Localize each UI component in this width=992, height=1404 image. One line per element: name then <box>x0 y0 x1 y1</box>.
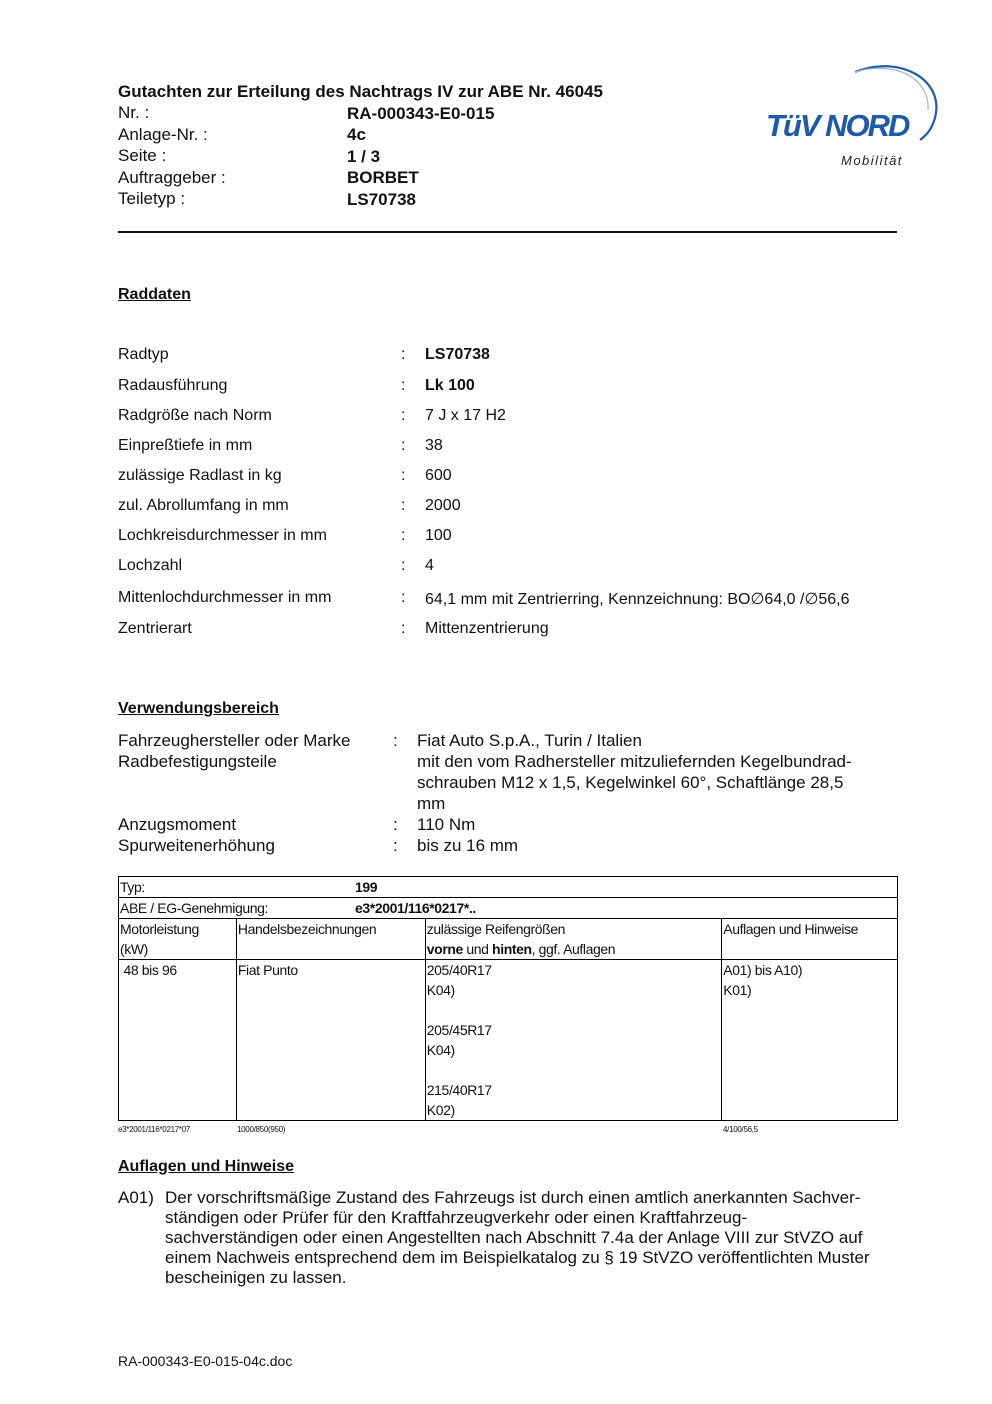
typ-cell <box>119 877 898 898</box>
tyre-size: 205/40R17 <box>426 962 492 978</box>
header-label-teiletyp: Teiletyp : <box>118 189 186 208</box>
raddaten-label: Einpreßtiefe in mm <box>118 437 253 454</box>
col-header-handelsbezeichnungen: Handelsbezeichnungen <box>236 919 425 960</box>
document-title: Gutachten zur Erteilung des Nachtrags IV zur ABE Nr. 46045 <box>118 82 603 101</box>
raddaten-colon: : <box>401 497 406 514</box>
logo-brand <box>766 108 908 144</box>
verwendung-colon: : <box>393 731 398 750</box>
col-header-reifengroessen <box>425 919 721 960</box>
raddaten-value: 100 <box>425 527 452 544</box>
raddaten-colon: : <box>401 346 406 363</box>
col-header-motor-line1: Motorleistung <box>120 921 199 937</box>
raddaten-value: Mittenzentrierung <box>425 620 549 637</box>
cell-motorleistung: 48 bis 96 <box>119 960 237 1121</box>
table-header-row <box>119 919 898 960</box>
raddaten-value: Lk 100 <box>425 377 475 394</box>
header-label-auftraggeber: Auftraggeber : <box>118 168 226 187</box>
verwendung-value-cont: schrauben M12 x 1,5, Kegelwinkel 60°, Schaftlänge 28,5 <box>417 773 844 792</box>
col-header-motorleistung <box>119 919 237 960</box>
auflagen-text-line: sachverständigen oder einen Angestellten nach Abschnitt 7.4a der Anlage VIII zur StVZO auf <box>165 1228 863 1247</box>
table-row-typ <box>119 877 898 898</box>
auflagen-ref: K01) <box>723 982 752 998</box>
raddaten-label: Radausführung <box>118 377 228 394</box>
raddaten-value: LS70738 <box>425 346 490 363</box>
header-value-anlage: 4c <box>347 125 366 144</box>
header-value-auftraggeber: BORBET <box>347 168 419 187</box>
raddaten-colon: : <box>401 377 406 394</box>
header-label-seite: Seite : <box>118 146 167 165</box>
raddaten-label: Lochkreisdurchmesser in mm <box>118 527 327 544</box>
auflagen-text-line: ständigen oder Prüfer für den Kraftfahrzeugverkehr oder einen Kraftfahrzeug- <box>165 1208 748 1227</box>
verwendung-label: Anzugsmoment <box>118 815 237 834</box>
verwendung-colon: : <box>393 815 398 834</box>
footnote-lk: 4/100/56,5 <box>723 1125 758 1134</box>
verwendung-value: 110 Nm <box>417 815 476 834</box>
raddaten-value: 64,1 mm mit Zentrierring, Kennzeichnung: BO∅64,0 /∅56,6 <box>425 591 850 608</box>
raddaten-label: Mittenlochdurchmesser in mm <box>118 589 332 606</box>
raddaten-value: 600 <box>425 467 452 484</box>
col-header-auflagen: Auflagen und Hinweise <box>722 919 898 960</box>
cell-handelsbezeichnung: Fiat Punto <box>236 960 425 1121</box>
footnote-weights: 1000/850(950) <box>237 1125 286 1134</box>
raddaten-value: 38 <box>425 437 443 454</box>
header-value-nr: RA-000343-E0-015 <box>347 104 495 123</box>
footer-filename: RA-000343-E0-015-04c.doc <box>118 1353 293 1369</box>
auflagen-text-line: Der vorschriftsmäßige Zustand des Fahrzeugs ist durch einen amtlich anerkannten Sachver- <box>165 1188 861 1207</box>
raddaten-label: Radgröße nach Norm <box>118 407 272 424</box>
spacer <box>427 1000 720 1020</box>
cell-reifengroessen <box>425 960 721 1121</box>
verwendung-value-cont: mm <box>417 794 446 813</box>
reifen-und: und <box>462 941 493 957</box>
typ-value: 199 <box>355 879 378 895</box>
tyre-code: K04) <box>426 1042 455 1058</box>
auflagen-ref: A01) bis A10) <box>723 962 803 978</box>
tyre-code: K04) <box>426 982 455 998</box>
header-label-nr: Nr. : <box>118 103 150 122</box>
raddaten-colon: : <box>401 407 406 424</box>
table-row-abe <box>119 898 898 919</box>
table-row <box>119 960 898 1121</box>
raddaten-colon: : <box>401 527 406 544</box>
col-header-reifen-line2 <box>427 939 720 959</box>
raddaten-colon: : <box>401 589 406 606</box>
abe-cell <box>119 898 898 919</box>
header-value-seite: 1 / 3 <box>347 147 381 166</box>
logo-brand-text: TüV NORD <box>766 108 909 143</box>
reifen-rest: , ggf. Auflagen <box>531 941 616 957</box>
logo-sub: Mobilität <box>841 153 903 168</box>
reifen-hinten: hinten <box>492 941 532 957</box>
verwendung-colon: : <box>393 836 398 855</box>
raddaten-colon: : <box>401 437 406 454</box>
footnote-abe: e3*2001/116*0217*07 <box>118 1125 191 1134</box>
tyre-size: 205/45R17 <box>426 1022 492 1038</box>
header-value-teiletyp: LS70738 <box>347 190 416 209</box>
verwendung-label: Spurweitenerhöhung <box>118 836 275 855</box>
col-header-motor-line2: (kW) <box>120 941 148 957</box>
verwendung-label: Radbefestigungsteile <box>118 752 277 771</box>
section-title-verwendungsbereich: Verwendungsbereich <box>118 700 279 717</box>
verwendung-value: bis zu 16 mm <box>417 836 519 855</box>
raddaten-value: 7 J x 17 H2 <box>425 407 506 424</box>
section-title-raddaten: Raddaten <box>118 286 191 303</box>
auflagen-code: A01) <box>118 1188 154 1207</box>
spacer <box>427 1060 720 1080</box>
cell-auflagen <box>722 960 898 1121</box>
header-label-anlage: Anlage-Nr. : <box>118 125 208 144</box>
abe-value: e3*2001/116*0217*.. <box>355 900 476 916</box>
verwendung-value: mit den vom Radhersteller mitzuliefernden Kegelbundrad- <box>417 752 852 771</box>
auflagen-text-line: einem Nachweis entsprechend dem im Beispielkatalog zu § 19 StVZO veröffentlichten Muster <box>165 1248 870 1267</box>
raddaten-label: zul. Abrollumfang in mm <box>118 497 289 514</box>
vehicle-table <box>118 876 898 1121</box>
abe-label: ABE / EG-Genehmigung: <box>120 900 269 916</box>
raddaten-value: 4 <box>425 557 434 574</box>
tyre-size: 215/40R17 <box>426 1082 492 1098</box>
reifen-vorne: vorne <box>426 941 463 957</box>
raddaten-label: Lochzahl <box>118 557 183 574</box>
raddaten-label: Zentrierart <box>118 620 192 637</box>
tyre-code: K02) <box>426 1102 455 1118</box>
raddaten-colon: : <box>401 620 406 637</box>
col-header-reifen-line1: zulässige Reifengrößen <box>426 921 566 937</box>
raddaten-colon: : <box>401 557 406 574</box>
raddaten-value: 2000 <box>425 497 461 514</box>
header-divider <box>118 231 897 233</box>
raddaten-colon: : <box>401 467 406 484</box>
tuev-nord-logo <box>760 58 945 173</box>
raddaten-label: Radtyp <box>118 346 169 363</box>
auflagen-text-line: bescheinigen zu lassen. <box>165 1268 347 1287</box>
raddaten-label: zulässige Radlast in kg <box>118 467 282 484</box>
verwendung-label: Fahrzeughersteller oder Marke <box>118 731 351 750</box>
verwendung-value: Fiat Auto S.p.A., Turin / Italien <box>417 731 642 750</box>
section-title-auflagen: Auflagen und Hinweise <box>118 1158 295 1175</box>
typ-label: Typ: <box>120 879 145 895</box>
